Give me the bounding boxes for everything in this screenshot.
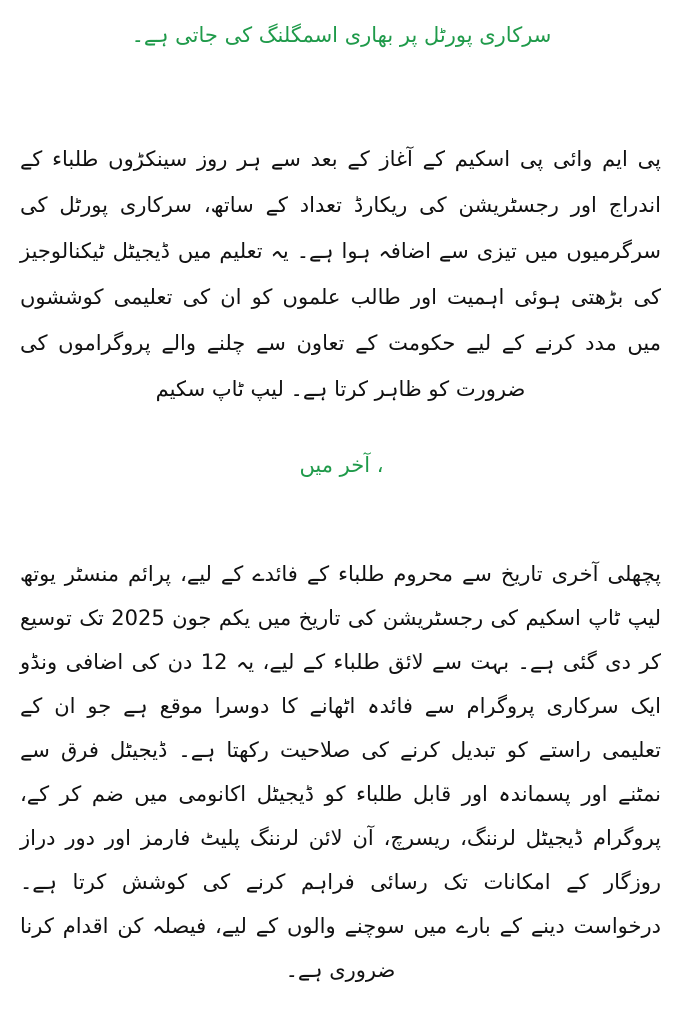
- subheading-conclusion: ، آخر میں: [299, 453, 384, 477]
- headline: سرکاری پورٹل پر بھاری اسمگلنگ کی جاتی ہے۔: [131, 23, 552, 47]
- paragraph-intro: پی ایم وائی پی اسکیم کے آغاز کے بعد سے ہر روز سینکڑوں طلباء کے اندراج اور رجسٹریشن کی ریکارڈ تعداد کے ساتھ، سرکاری پورٹل کی سرگرمیوں میں تیزی سے اضافہ ہوا ہے۔ یہ تعلیم میں ڈیجیٹل ٹیکنالوجیز کی بڑھتی ہوئی اہمیت اور طالب علموں کو ان کی تعلیمی کوششوں میں مدد کرنے کے لیے حکومت کے تعاون سے چلنے والے پروگراموں کی ضرورت کو ظاہر کرتا ہے۔ لیپ ٹاپ سکیم: [20, 147, 661, 401]
- paragraph-conclusion: پچھلی آخری تاریخ سے محروم طلباء کے فائدے کے لیے، پرائم منسٹر یوتھ لیپ ٹاپ اسکیم کی رجسٹریشن کی تاریخ میں یکم جون 2025 تک توسیع کر دی گئی ہے۔ بہت سے لائق طلباء کے لیے، یہ 12 دن کی اضافی ونڈو ایک سرکاری پروگرام سے فائدہ اٹھانے کا دوسرا موقع ہے جو ان کے تعلیمی راستے کو تبدیل کرنے کی صلاحیت رکھتا ہے۔ ڈیجیٹل فرق سے نمٹنے اور پسماندہ اور قابل طلباء کو ڈیجیٹل اکانومی میں ضم کر کے، پروگرام ڈیجیٹل لرننگ، ریسرچ، آن لائن لرننگ پلیٹ فارمز اور دور دراز روزگار کے امکانات تک رسائی فراہم کرنے کی کوشش کرتا ہے۔ درخواست دینے کے بارے میں سوچنے والوں کے لیے، فیصلہ کن اقدام کرنا ضروری ہے۔: [20, 562, 661, 982]
